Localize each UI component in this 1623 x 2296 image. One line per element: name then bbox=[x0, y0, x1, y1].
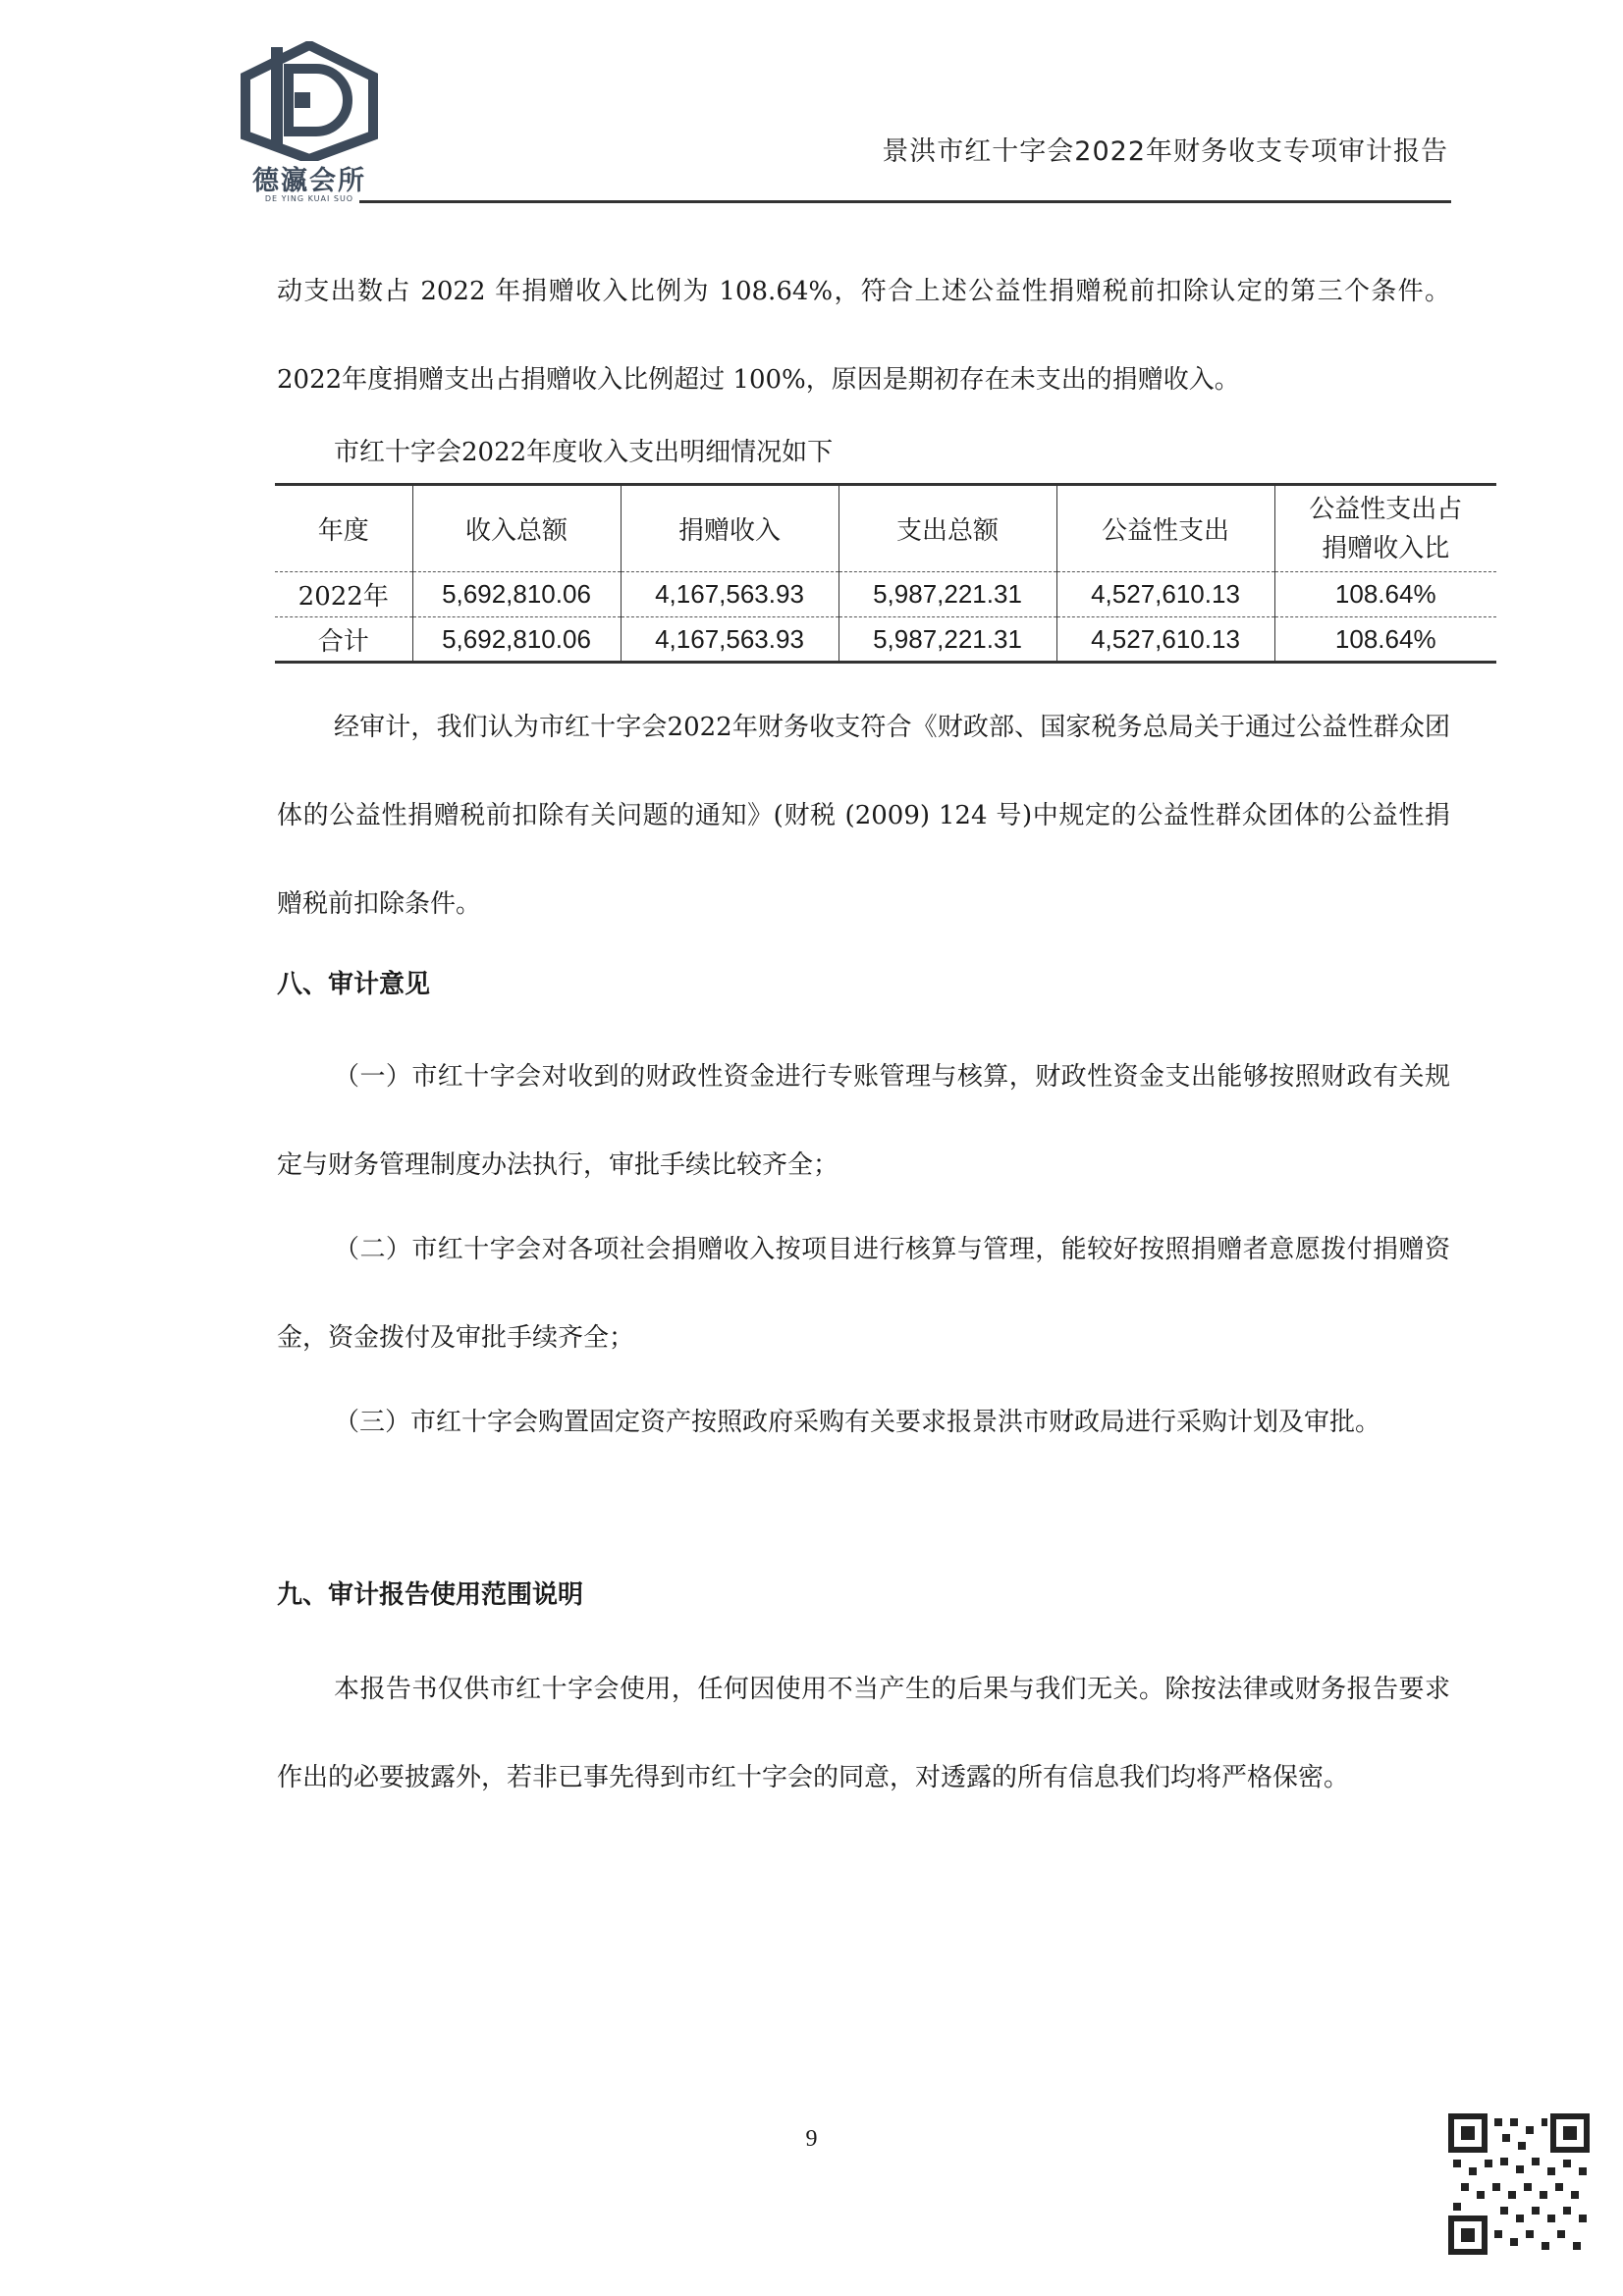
header-cell-ratio bbox=[1274, 485, 1496, 572]
header-cell-donation-income: 捐赠收入 bbox=[621, 485, 839, 572]
header-ratio-line1: 公益性支出占 bbox=[1309, 494, 1463, 524]
table-cell: 4,527,610.13 bbox=[1056, 617, 1274, 663]
header-cell-public-welfare-expense: 公益性支出 bbox=[1056, 485, 1274, 572]
section-8-heading: 八、审计意见 bbox=[277, 970, 431, 999]
table-cell: 2022年 bbox=[275, 572, 412, 617]
header-cell-total-expense: 支出总额 bbox=[839, 485, 1056, 572]
table-cell: 4,167,563.93 bbox=[621, 617, 839, 663]
table-cell: 5,987,221.31 bbox=[839, 572, 1056, 617]
logo-emblem-icon bbox=[236, 41, 383, 161]
report-header-title: 景洪市红十字会2022年财务收支专项审计报告 bbox=[882, 136, 1448, 167]
table-cell: 4,527,610.13 bbox=[1056, 572, 1274, 617]
table-cell: 108.64% bbox=[1274, 572, 1496, 617]
intro-paragraph: 动支出数占 2022 年捐赠收入比例为 108.64%，符合上述公益性捐赠税前扣除认定的第三个条件。2022年度捐赠支出占捐赠收入比例超过 100%，原因是期初存在未支出的捐赠收入。 bbox=[277, 277, 1450, 395]
table-header-row bbox=[275, 485, 1496, 572]
income-expense-table bbox=[275, 483, 1496, 664]
logo-english-name: DE YING KUAI SUO bbox=[264, 194, 354, 203]
opinion-item-2: （二）市红十字会对各项社会捐赠收入按项目进行核算与管理，能较好按照捐赠者意愿拨付捐赠资金，资金拨付及审批手续齐全； bbox=[277, 1235, 1450, 1353]
table-caption: 市红十字会2022年度收入支出明细情况如下 bbox=[334, 438, 834, 467]
table-cell: 4,167,563.93 bbox=[621, 572, 839, 617]
header-divider bbox=[359, 200, 1451, 203]
logo-chinese-name: 德瀛会所 bbox=[252, 166, 366, 196]
header-ratio-line2: 捐赠收入比 bbox=[1322, 533, 1450, 563]
page-number: 9 bbox=[805, 2126, 818, 2152]
opinion-item-1: （一）市红十字会对收到的财政性资金进行专账管理与核算，财政性资金支出能够按照财政有关规定与财务管理制度办法执行，审批手续比较齐全； bbox=[277, 1062, 1450, 1180]
header-cell-total-income: 收入总额 bbox=[412, 485, 621, 572]
table-cell: 5,987,221.31 bbox=[839, 617, 1056, 663]
qr-code-icon bbox=[1447, 2112, 1591, 2256]
scope-paragraph: 本报告书仅供市红十字会使用，任何因使用不当产生的后果与我们无关。除按法律或财务报告要求作出的必要披露外，若非已事先得到市红十字会的同意，对透露的所有信息我们均将严格保密。 bbox=[277, 1675, 1450, 1792]
table-row bbox=[275, 617, 1496, 663]
section-9-heading: 九、审计报告使用范围说明 bbox=[277, 1580, 584, 1610]
opinion-item-3: （三）市红十字会购置固定资产按照政府采购有关要求报景洪市财政局进行采购计划及审批。 bbox=[334, 1408, 1381, 1437]
conclusion-paragraph: 经审计，我们认为市红十字会2022年财务收支符合《财政部、国家税务总局关于通过公益性群众团体的公益性捐赠税前扣除有关问题的通知》(财税 (2009) 124 号)中规定的公益性群众团体的公益性捐赠税前扣除条件。 bbox=[277, 713, 1450, 919]
table-cell: 5,692,810.06 bbox=[412, 617, 621, 663]
header-cell-year: 年度 bbox=[275, 485, 412, 572]
table-cell: 合计 bbox=[275, 617, 412, 663]
table-row bbox=[275, 572, 1496, 617]
firm-logo bbox=[236, 41, 383, 208]
table-cell: 108.64% bbox=[1274, 617, 1496, 663]
table-cell: 5,692,810.06 bbox=[412, 572, 621, 617]
